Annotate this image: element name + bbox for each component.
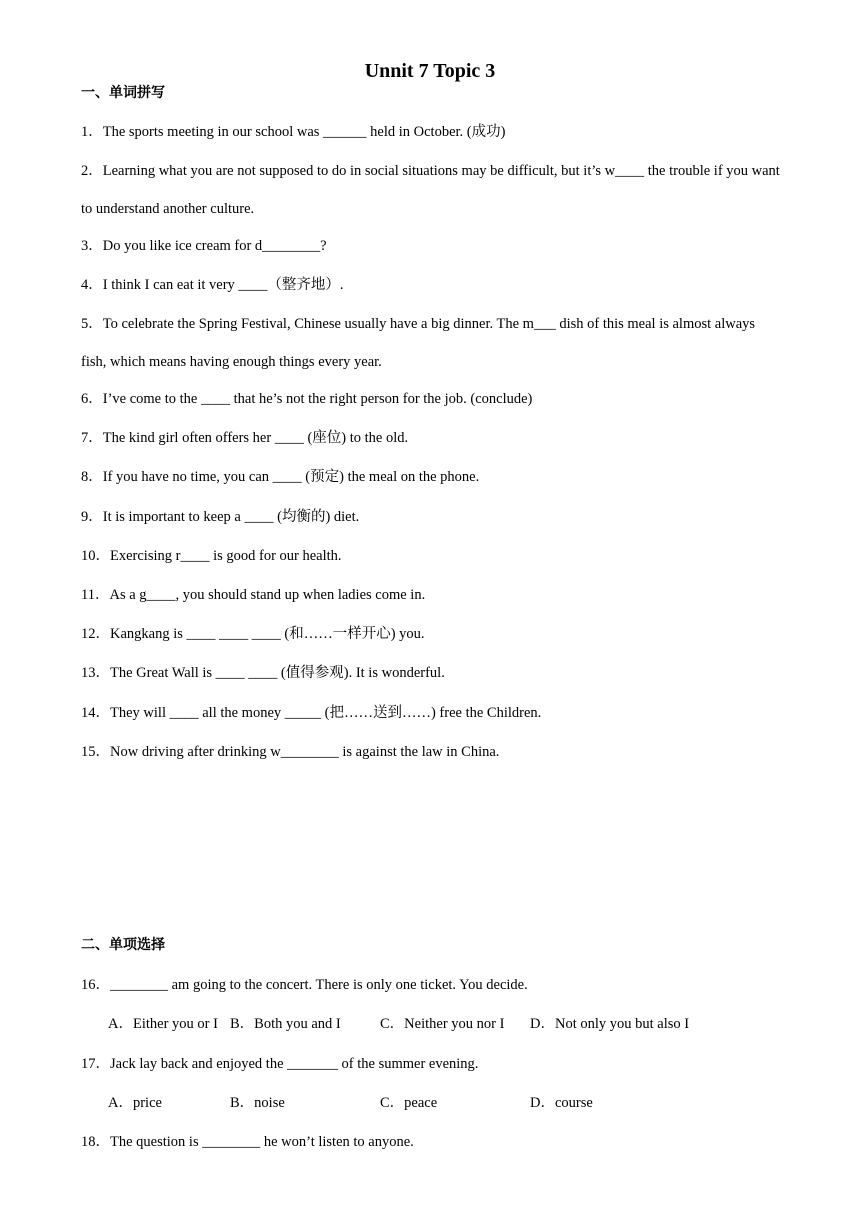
- question-16: [81, 975, 781, 995]
- question-number: 1．: [81, 124, 103, 140]
- question-text: Jack lay back and enjoyed the _______ of the summer evening.: [110, 1056, 479, 1072]
- question-text: Now driving after drinking w________ is against the law in China.: [110, 744, 500, 760]
- question-1: [81, 122, 781, 142]
- question-number: 18．: [81, 1134, 110, 1150]
- question-text: The Great Wall is ____ ____ (值得参观). It is wonderful.: [110, 665, 445, 681]
- question-number: 16．: [81, 977, 110, 993]
- question-text: As a g____, you should stand up when ladies come in.: [109, 587, 426, 603]
- question-17: [81, 1054, 781, 1074]
- question-text: I think I can eat it very ____（整齐地）.: [102, 277, 344, 293]
- question-number: 15．: [81, 744, 110, 760]
- question-text: It is important to keep a ____ (均衡的) diet.: [102, 509, 360, 525]
- question-number: 5．: [81, 316, 103, 332]
- question-number: 9．: [81, 509, 103, 525]
- question-10: [81, 546, 781, 566]
- question-text: Learning what you are not supposed to do in social situations may be difficult, but it’s w____ the trouble if you want to understand another culture.: [81, 163, 780, 217]
- option-c: C．Neither you nor I: [380, 1016, 505, 1032]
- question-number: 8．: [81, 469, 103, 485]
- question-5: [81, 305, 781, 381]
- question-number: 3．: [81, 238, 103, 254]
- question-3: [81, 236, 781, 256]
- question-text: ________ am going to the concert. There is only one ticket. You decide.: [110, 977, 528, 993]
- question-number: 4．: [81, 277, 103, 293]
- question-text: If you have no time, you can ____ (预定) the meal on the phone.: [102, 469, 480, 485]
- question-text: I’ve come to the ____ that he’s not the right person for the job. (conclude): [102, 391, 533, 407]
- question-text: They will ____ all the money _____ (把……送到……) free the Children.: [110, 705, 542, 721]
- question-number: 7．: [81, 430, 103, 446]
- question-text: Exercising r____ is good for our health.: [110, 548, 342, 564]
- option-b: B．Both you and I: [230, 1016, 341, 1032]
- question-number: 17．: [81, 1056, 110, 1072]
- question-text: Kangkang is ____ ____ ____ (和……一样开心) you.: [110, 626, 425, 642]
- question-number: 11．: [81, 587, 110, 603]
- question-7: [81, 428, 781, 448]
- question-text: To celebrate the Spring Festival, Chinese usually have a big dinner. The m___ dish of this meal is almost always fish, which means having enough things every year.: [81, 316, 756, 370]
- question-number: 6．: [81, 391, 103, 407]
- question-text: The question is ________ he won’t listen to anyone.: [110, 1134, 414, 1150]
- question-14: [81, 703, 781, 723]
- question-16-options: [108, 1014, 748, 1034]
- question-11: [81, 585, 781, 605]
- question-text: Do you like ice cream for d________?: [102, 238, 327, 254]
- question-number: 2．: [81, 163, 103, 179]
- option-a: A．price: [108, 1095, 162, 1111]
- option-d: D．Not only you but also I: [530, 1016, 690, 1032]
- question-12: [81, 624, 781, 644]
- question-13: [81, 663, 781, 683]
- option-b: B．noise: [230, 1095, 285, 1111]
- question-18: [81, 1132, 781, 1152]
- question-text: The kind girl often offers her ____ (座位) to the old.: [102, 430, 409, 446]
- option-d: D．course: [530, 1095, 593, 1111]
- question-9: [81, 507, 781, 527]
- question-2: [81, 152, 781, 228]
- question-number: 12．: [81, 626, 110, 642]
- question-17-options: [108, 1093, 748, 1113]
- section-heading-multiple-choice: 二、单项选择: [81, 937, 165, 953]
- question-number: 10．: [81, 548, 110, 564]
- question-4: [81, 275, 781, 295]
- page-title: Unnit 7 Topic 3: [364, 60, 496, 82]
- section-heading-vocabulary: 一、单词拼写: [81, 85, 165, 101]
- question-15: [81, 742, 781, 762]
- question-number: 14．: [81, 705, 110, 721]
- option-a: A．Either you or I: [108, 1016, 218, 1032]
- question-number: 13．: [81, 665, 110, 681]
- question-8: [81, 467, 781, 487]
- option-c: C．peace: [380, 1095, 438, 1111]
- question-text: The sports meeting in our school was ______ held in October. (成功): [102, 124, 506, 140]
- question-6: [81, 389, 781, 409]
